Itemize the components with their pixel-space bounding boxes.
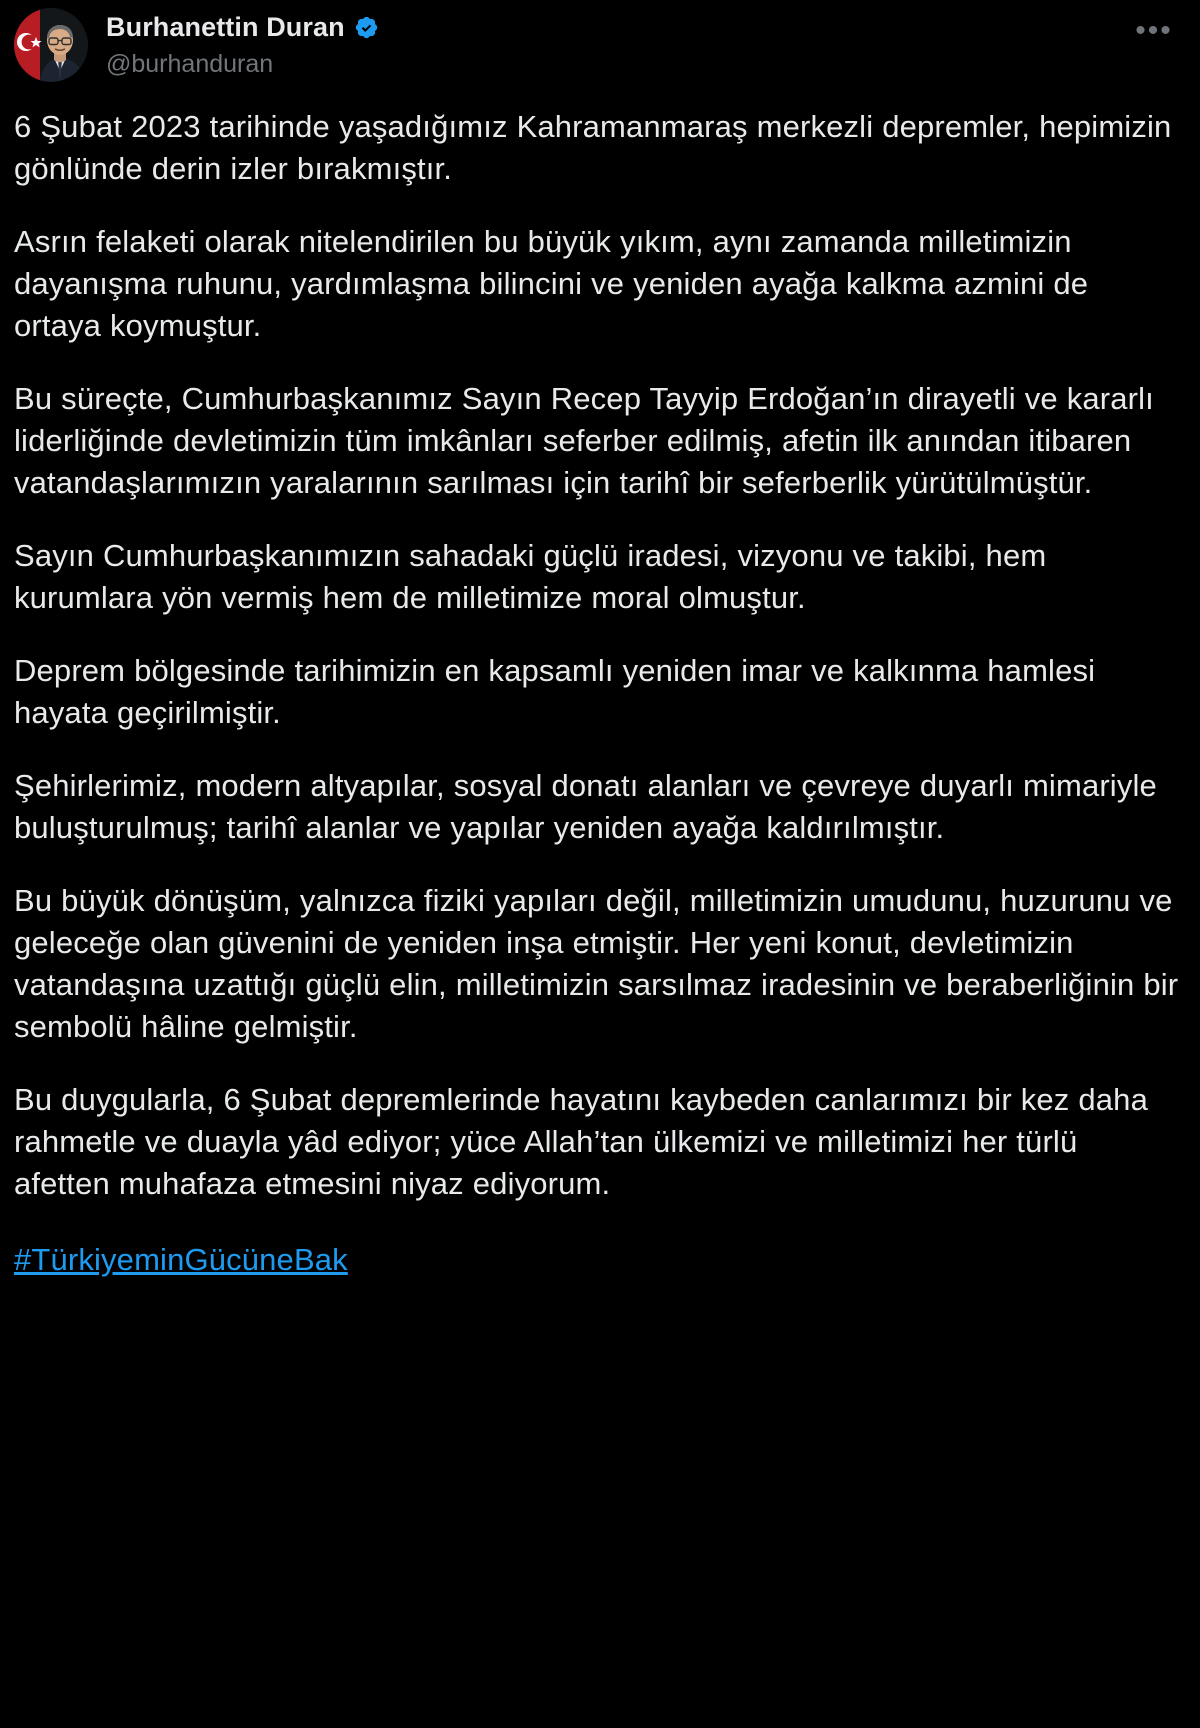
avatar-image (14, 8, 88, 82)
tweet-paragraph: Deprem bölgesinde tarihimizin en kapsamlı yeniden imar ve kalkınma hamlesi hayata geçirilmiştir. (14, 653, 1105, 730)
more-horizontal-icon[interactable]: ••• (1135, 14, 1173, 47)
author-row[interactable] (106, 12, 379, 44)
author-handle[interactable]: @burhanduran (106, 49, 274, 78)
tweet-paragraph: Sayın Cumhurbaşkanımızın sahadaki güçlü iradesi, vizyonu ve takibi, hem kurumlara yön vermiş hem de milletimize moral olmuştur. (14, 538, 1056, 615)
tweet-paragraph: 6 Şubat 2023 tarihinde yaşadığımız Kahramanmaraş merkezli depremler, hepimizin gönlünde derin izler bırakmıştır. (14, 109, 1181, 186)
tweet-paragraph: Bu büyük dönüşüm, yalnızca fiziki yapıları değil, milletimizin umudunu, huzurunu ve geleceğe olan güvenini de yeniden inşa etmiştir. Her yeni konut, devletimizin vatandaşına uzattığı güçlü elin, milletimizin sarsılmaz iradesinin ve beraberliğinin bir sembolü hâline gelmiştir. (14, 883, 1188, 1044)
verified-badge-icon (354, 15, 379, 40)
tweet-paragraph: Bu süreçte, Cumhurbaşkanımız Sayın Recep Tayyip Erdoğan’ın dirayetli ve kararlı liderliğinde devletimizin tüm imkânları seferber edilmiş, afetin ilk anından itibaren vatandaşlarımızın yaralarının sarılması için tarihî bir seferberlik yürütülmüştür. (14, 381, 1163, 500)
tweet-text (14, 94, 1188, 1281)
avatar[interactable] (14, 8, 88, 82)
hashtag-link[interactable]: #TürkiyeminGücüneBak (14, 1242, 348, 1277)
tweet-paragraph: Bu duygularla, 6 Şubat depremlerinde hayatını kaybeden canlarımızı bir kez daha rahmetle ve duayla yâd ediyor; yüce Allah’tan ülkemizi ve milletimizi her türlü afetten muhafaza etmesini niyaz ediyorum. (14, 1082, 1157, 1201)
tweet-paragraph: Asrın felaketi olarak nitelendirilen bu büyük yıkım, aynı zamanda milletimizin dayanışma ruhunu, yardımlaşma bilincini ve yeniden ayağa kalkma azmini de ortaya koymuştur. (14, 224, 1098, 343)
display-name[interactable]: Burhanettin Duran (106, 12, 345, 42)
tweet-paragraph: Şehirlerimiz, modern altyapılar, sosyal donatı alanları ve çevreye duyarlı mimariyle buluşturulmuş; tarihî alanlar ve yapılar yeniden ayağa kaldırılmıştır. (14, 768, 1166, 845)
author-block (106, 8, 379, 80)
tweet-header (14, 0, 1182, 94)
